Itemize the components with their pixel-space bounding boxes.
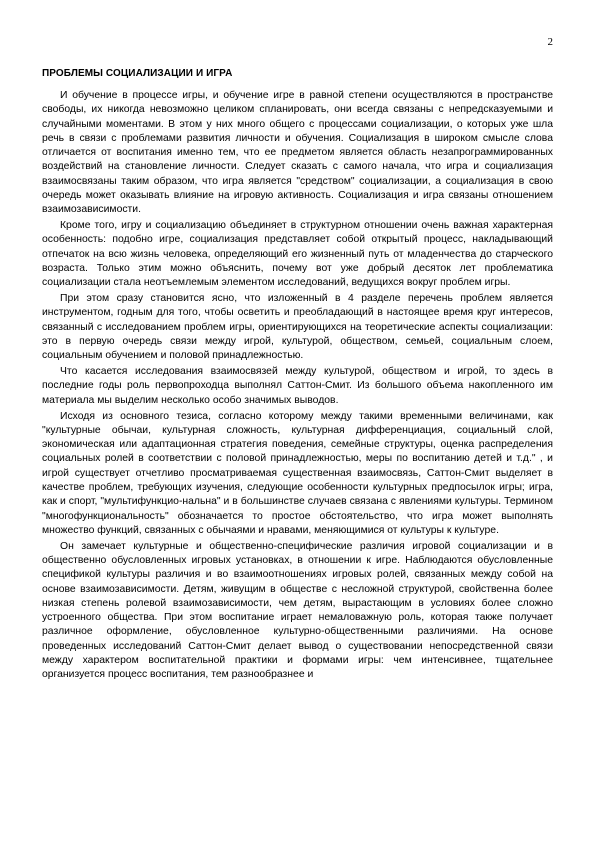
- paragraph-main-thesis: Исходя из основного тезиса, согласно которому между такими временными величинами, как "культурные обычаи, культурная сложность, культурная дифференциация, социальный слой, экономическая или адаптационная стратегия поведения, семейные структуры, оценка распределения социальных ролей в соответствии с половой принадлежностью, меры по воспитанию детей и т.д." , и игрой существует отчетливо просматриваемая существенная взаимосвязь, Саттон-Смит выделяет в качестве проблем, требующих изучения, следующие особенности культурных предпосылок игры; игра, как и спорт, "мультифункцио-нальна" и в большинстве случаев связана с явлениями культуры. Термином "многофункциональность" обозначается то простое обстоятельство, что игра может выполнять множество функций, связанных с обычаями и нравами, меняющимися от культуры к культуре.: [42, 410, 553, 536]
- section-title: ПРОБЛЕМЫ СОЦИАЛИЗАЦИИ И ИГРА: [42, 68, 233, 79]
- paragraph-list-of-problems: При этом сразу становится ясно, что изложенный в 4 разделе перечень проблем является инструментом, годным для того, чтобы осветить и преобладающий в настоящее время круг интересов, связанный с исследованием проблем игры, ориентирующихся на теоретические аспекты социализации: это в первую очередь связи между игрой, культурой, обществом, семьей, социальным слоем, социальным обучением и половой принадлежностью.: [42, 293, 553, 362]
- paragraph-open-process: Кроме того, игру и социализацию объединяет в структурном отношении очень важная характерная особенность: подобно игре, социализация представляет собой открытый процесс, накладывающий отпечаток на всю жизнь человека, определяющий его жизненный путь от младенчества до старческого возраста. Только этим можно объяснить, почему вот уже добрый десяток лет проблематика социализации стала неотъемлемым элементом исследований, ведущихся вокруг проблем игры.: [42, 220, 553, 289]
- document-body: [42, 67, 553, 684]
- paragraph-cultural-differences: Он замечает культурные и общественно-специфические различия игровой социализации и в общественно обусловленных игровых установках, в отношении к игре. Наблюдаются обусловленные спецификой культуры различия и во взаимоотношениях игровых ролей, связанных между собой на основе взаимозависимости. Детям, живущим в обществе с несложной структурой, свойственна более низкая степень ролевой взаимозависимости, чем детям, вырастающим в условиях более сложно устроенного общества. При этом воспитание играет немаловажную роль, которая также получает различное оформление, обусловленное культурно-общественными различиями. На основе проведенных исследований Саттон-Смит делает вывод о существовании непосредственной связи между характером воспитательной практики и формами игры: чем интенсивнее, тщательнее организуется процесс воспитания, тем разнообразнее и: [42, 540, 553, 681]
- page-number: 2: [547, 36, 553, 48]
- paragraph-learning-through-play: И обучение в процессе игры, и обучение игре в равной степени осуществляются в пространстве свободы, их никогда невозможно целиком спланировать, они всегда связаны с непредсказуемыми и случайными моментами. В этом у них много общего с процессами социализации, о которых уже шла речь в связи с проблемами развития личности и обучения. Социализация в широком смысле слова отличается от воспитания именно тем, что ее предметом является область незапрограммированных воздействий на становление личности. Следует сказать с самого начала, что игра и социализация взаимосвязаны таким образом, что игра является "средством" социализации, а социализация в свою очередь может оказывать влияние на игровую активность. Социализация и игра связаны отношением взаимозависимости.: [42, 90, 553, 216]
- paragraph-sutton-smith-research: Что касается исследования взаимосвязей между культурой, обществом и игрой, то здесь в последние годы роль первопроходца выполнял Саттон-Смит. Из большого объема накопленного им материала мы выделим несколько особо значимых выводов.: [42, 366, 553, 406]
